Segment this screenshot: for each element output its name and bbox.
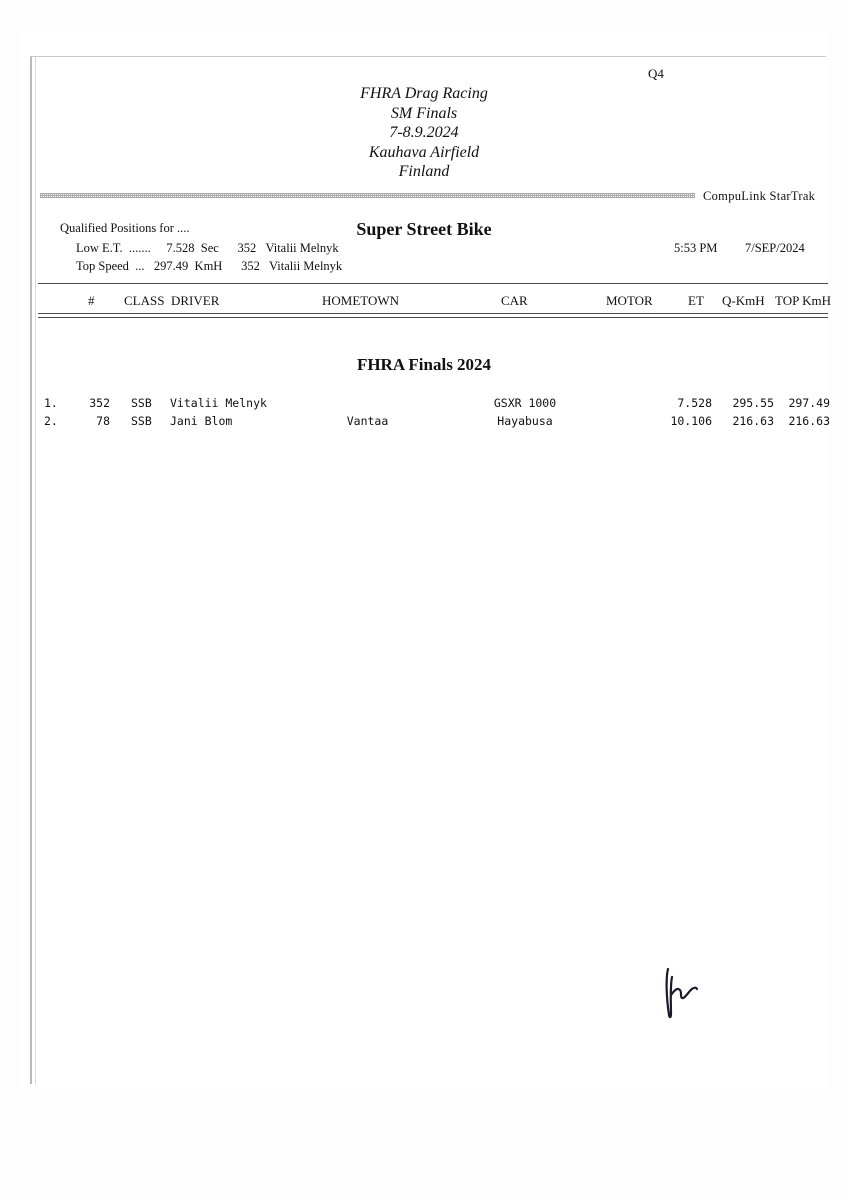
qualified-positions-label: Qualified Positions for .... xyxy=(60,221,190,235)
printout-time: 5:53 PM xyxy=(674,241,718,255)
column-header-class: CLASS xyxy=(124,293,165,308)
row-position: 1. xyxy=(44,396,58,410)
event-title-line-1: FHRA Drag Racing xyxy=(360,85,488,102)
event-title-line-4: Kauhava Airfield xyxy=(368,143,480,161)
timing-system-label: CompuLink StarTrak xyxy=(703,189,816,203)
class-title: Super Street Bike xyxy=(356,219,492,239)
top-speed-summary: Top Speed ... 297.49 KmH 352 Vitalii Melnyk xyxy=(76,259,343,273)
column-header-hometown: HOMETOWN xyxy=(322,293,400,308)
table-header-bottom-rule-2 xyxy=(38,317,828,318)
row-position: 2. xyxy=(44,414,58,428)
column-header-qkmh: Q-KmH xyxy=(722,293,765,308)
row-number: 352 xyxy=(89,396,110,410)
handwritten-signature xyxy=(660,965,720,1025)
low-et-summary: Low E.T. ....... 7.528 Sec 352 Vitalii Melnyk xyxy=(76,241,339,255)
event-title-line-2: SM Finals xyxy=(390,104,458,122)
event-title-block xyxy=(0,84,848,182)
table-header-bottom-rule-1 xyxy=(38,313,828,314)
printout-date: 7/SEP/2024 xyxy=(745,241,805,255)
row-number: 78 xyxy=(96,414,110,428)
column-header-number: # xyxy=(88,293,95,308)
dotted-separator xyxy=(40,193,695,198)
sheet-left-edge xyxy=(30,56,32,1084)
row-car: Hayabusa xyxy=(497,414,553,428)
column-header-motor: MOTOR xyxy=(606,293,653,308)
row-qkmh: 295.55 xyxy=(732,396,774,410)
row-driver: Jani Blom xyxy=(170,414,233,428)
column-header-et: ET xyxy=(688,293,704,308)
row-topkmh: 297.49 xyxy=(788,396,830,410)
table-header-top-rule xyxy=(38,283,828,284)
row-topkmh: 216.63 xyxy=(788,414,830,428)
section-title: FHRA Finals 2024 xyxy=(356,355,492,374)
results-table-body xyxy=(0,396,848,432)
row-car: GSXR 1000 xyxy=(493,396,557,410)
column-header-car: CAR xyxy=(501,293,528,308)
event-title-line-3: 7-8.9.2024 xyxy=(389,124,459,141)
row-hometown: Vantaa xyxy=(346,414,389,428)
table-row xyxy=(0,414,848,432)
row-class: SSB xyxy=(131,396,152,410)
row-et: 10.106 xyxy=(670,414,712,428)
qualifying-round-label: Q4 xyxy=(648,66,664,81)
event-title-line-5: Finland xyxy=(398,163,450,180)
row-class: SSB xyxy=(131,414,152,428)
row-et: 7.528 xyxy=(677,396,712,410)
column-header-driver: DRIVER xyxy=(171,293,220,308)
row-driver: Vitalii Melnyk xyxy=(170,396,267,410)
sheet-top-edge xyxy=(30,56,826,57)
table-row xyxy=(0,396,848,414)
row-qkmh: 216.63 xyxy=(732,414,774,428)
column-header-topkmh: TOP KmH xyxy=(775,293,831,308)
sheet-left-edge-shadow xyxy=(35,56,36,1084)
